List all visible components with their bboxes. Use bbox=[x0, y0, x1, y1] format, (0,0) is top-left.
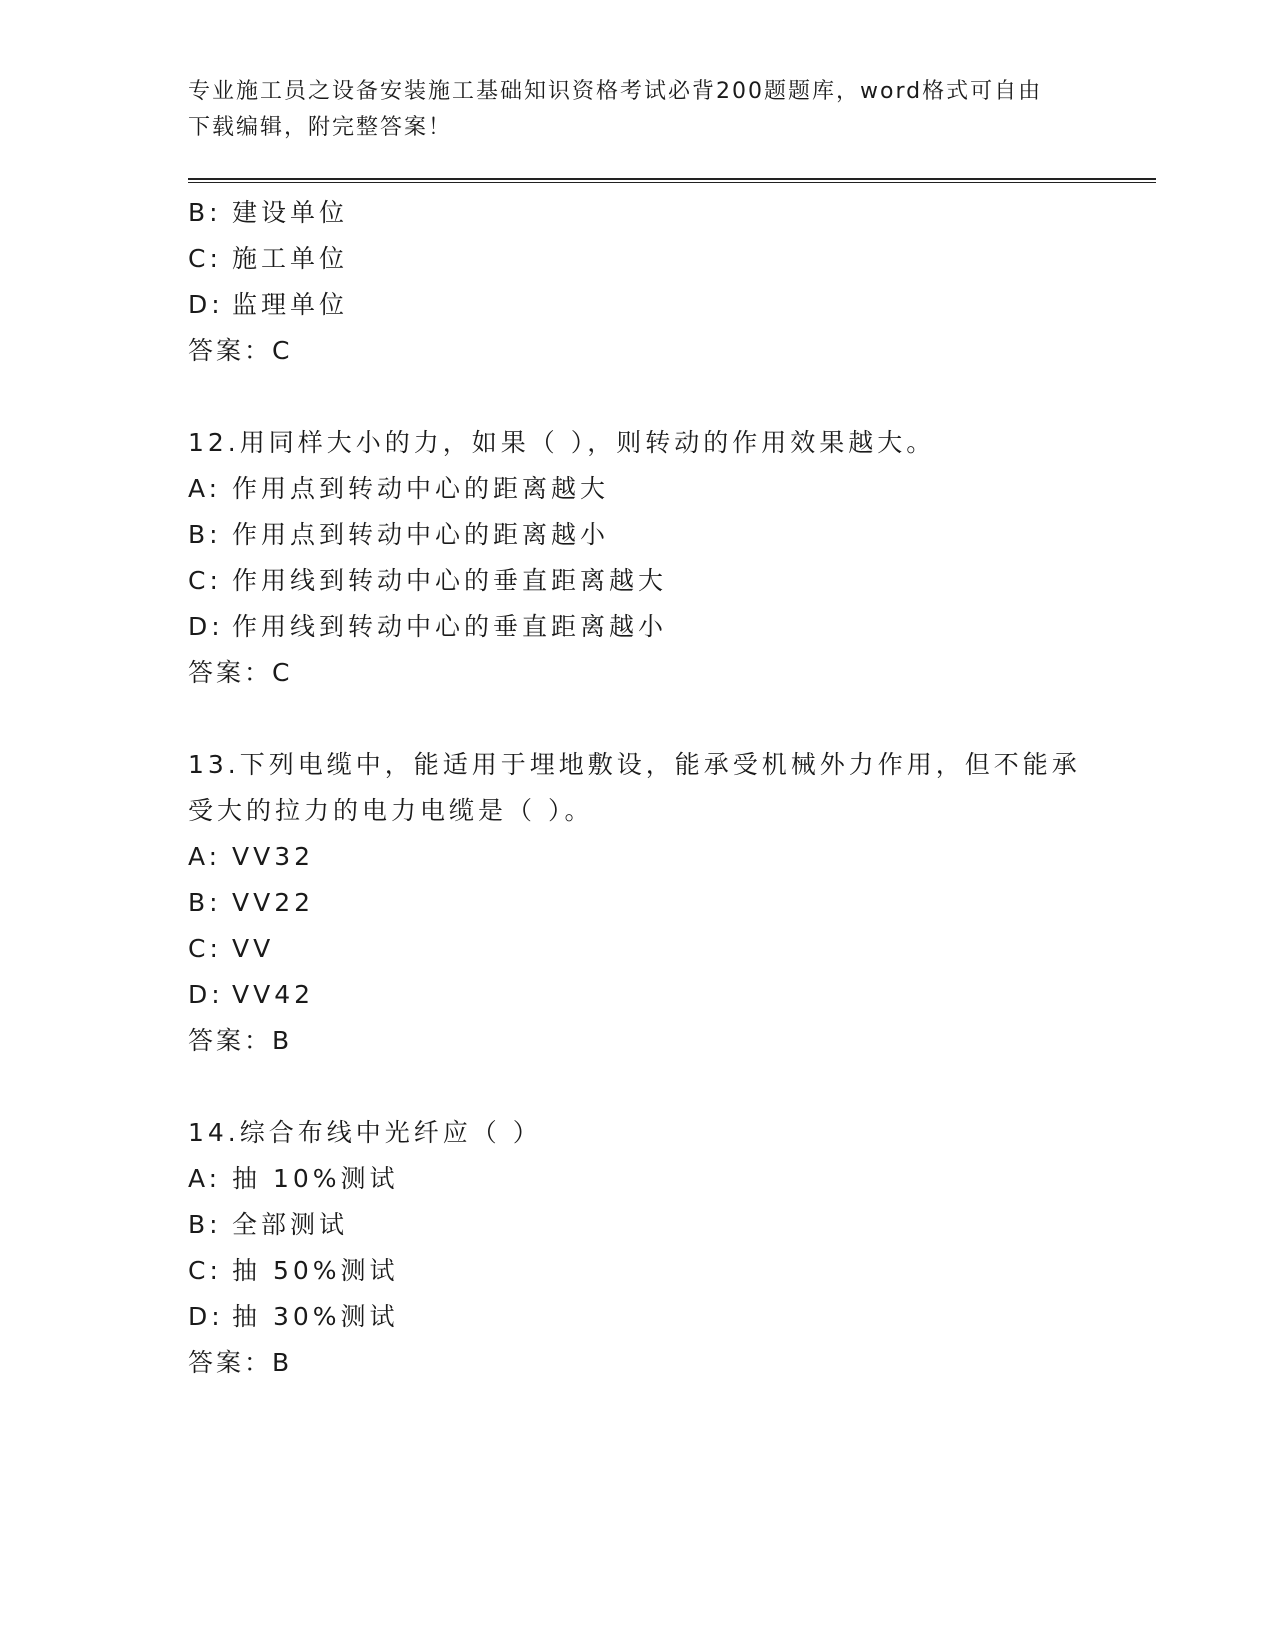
header-divider bbox=[188, 178, 1156, 183]
option-d bbox=[188, 1294, 1088, 1340]
option-text: 作用点到转动中心的距离越小 bbox=[232, 520, 610, 549]
option-letter: B: bbox=[188, 1210, 222, 1239]
answer-line: 答案：C bbox=[188, 658, 293, 687]
question-13 bbox=[188, 742, 1088, 1064]
spacer bbox=[188, 374, 1088, 420]
header-line-1: 专业施工员之设备安装施工基础知识资格考试必背200题题库，word格式可自由 bbox=[188, 79, 1043, 104]
option-a bbox=[188, 466, 1088, 512]
option-d bbox=[188, 604, 1088, 650]
answer-line: 答案：B bbox=[188, 1026, 293, 1055]
option-letter: D: bbox=[188, 290, 224, 319]
question-stem: 14.综合布线中光纤应（ ） bbox=[188, 1118, 542, 1147]
option-b bbox=[188, 190, 1088, 236]
header-line-2: 下载编辑，附完整答案！ bbox=[188, 115, 453, 140]
answer-line: 答案：B bbox=[188, 1348, 293, 1377]
option-letter: A: bbox=[188, 1164, 222, 1193]
prev-question-block bbox=[188, 190, 1088, 374]
option-a bbox=[188, 1156, 1088, 1202]
spacer bbox=[188, 1064, 1088, 1110]
option-d bbox=[188, 972, 1088, 1018]
option-b bbox=[188, 1202, 1088, 1248]
option-text: 抽 30%测试 bbox=[232, 1302, 399, 1331]
option-c bbox=[188, 236, 1088, 282]
question-stem: 12.用同样大小的力，如果（ ），则转动的作用效果越大。 bbox=[188, 428, 936, 457]
option-text: 抽 50%测试 bbox=[232, 1256, 399, 1285]
option-letter: A: bbox=[188, 474, 222, 503]
question-stem-continued: 受大的拉力的电力电缆是（ ）。 bbox=[188, 796, 594, 825]
option-c bbox=[188, 558, 1088, 604]
option-letter: A: bbox=[188, 842, 222, 871]
option-letter: C: bbox=[188, 566, 222, 595]
spacer bbox=[188, 696, 1088, 742]
option-text: 作用点到转动中心的距离越大 bbox=[232, 474, 610, 503]
question-content bbox=[188, 190, 1088, 1386]
option-text: VV bbox=[232, 934, 275, 963]
option-letter: D: bbox=[188, 980, 224, 1009]
option-text: 抽 10%测试 bbox=[232, 1164, 399, 1193]
question-12 bbox=[188, 420, 1088, 696]
answer-line: 答案：C bbox=[188, 336, 293, 365]
option-text: VV32 bbox=[232, 842, 315, 871]
option-letter: D: bbox=[188, 1302, 224, 1331]
option-b bbox=[188, 880, 1088, 926]
option-letter: C: bbox=[188, 1256, 222, 1285]
option-b bbox=[188, 512, 1088, 558]
option-letter: B: bbox=[188, 198, 222, 227]
option-letter: C: bbox=[188, 934, 222, 963]
option-c bbox=[188, 926, 1088, 972]
option-text: 施工单位 bbox=[232, 244, 349, 273]
question-14 bbox=[188, 1110, 1088, 1386]
question-stem: 13.下列电缆中，能适用于埋地敷设，能承受机械外力作用，但不能承 bbox=[188, 750, 1081, 779]
option-letter: B: bbox=[188, 888, 222, 917]
option-c bbox=[188, 1248, 1088, 1294]
option-letter: B: bbox=[188, 520, 222, 549]
option-d bbox=[188, 282, 1088, 328]
option-text: 作用线到转动中心的垂直距离越小 bbox=[232, 612, 668, 641]
page-header bbox=[188, 74, 1088, 146]
option-a bbox=[188, 834, 1088, 880]
option-text: VV42 bbox=[232, 980, 315, 1009]
option-text: 全部测试 bbox=[232, 1210, 349, 1239]
option-text: 监理单位 bbox=[232, 290, 349, 319]
option-letter: D: bbox=[188, 612, 224, 641]
option-text: VV22 bbox=[232, 888, 315, 917]
option-letter: C: bbox=[188, 244, 222, 273]
option-text: 作用线到转动中心的垂直距离越大 bbox=[232, 566, 668, 595]
option-text: 建设单位 bbox=[232, 198, 349, 227]
